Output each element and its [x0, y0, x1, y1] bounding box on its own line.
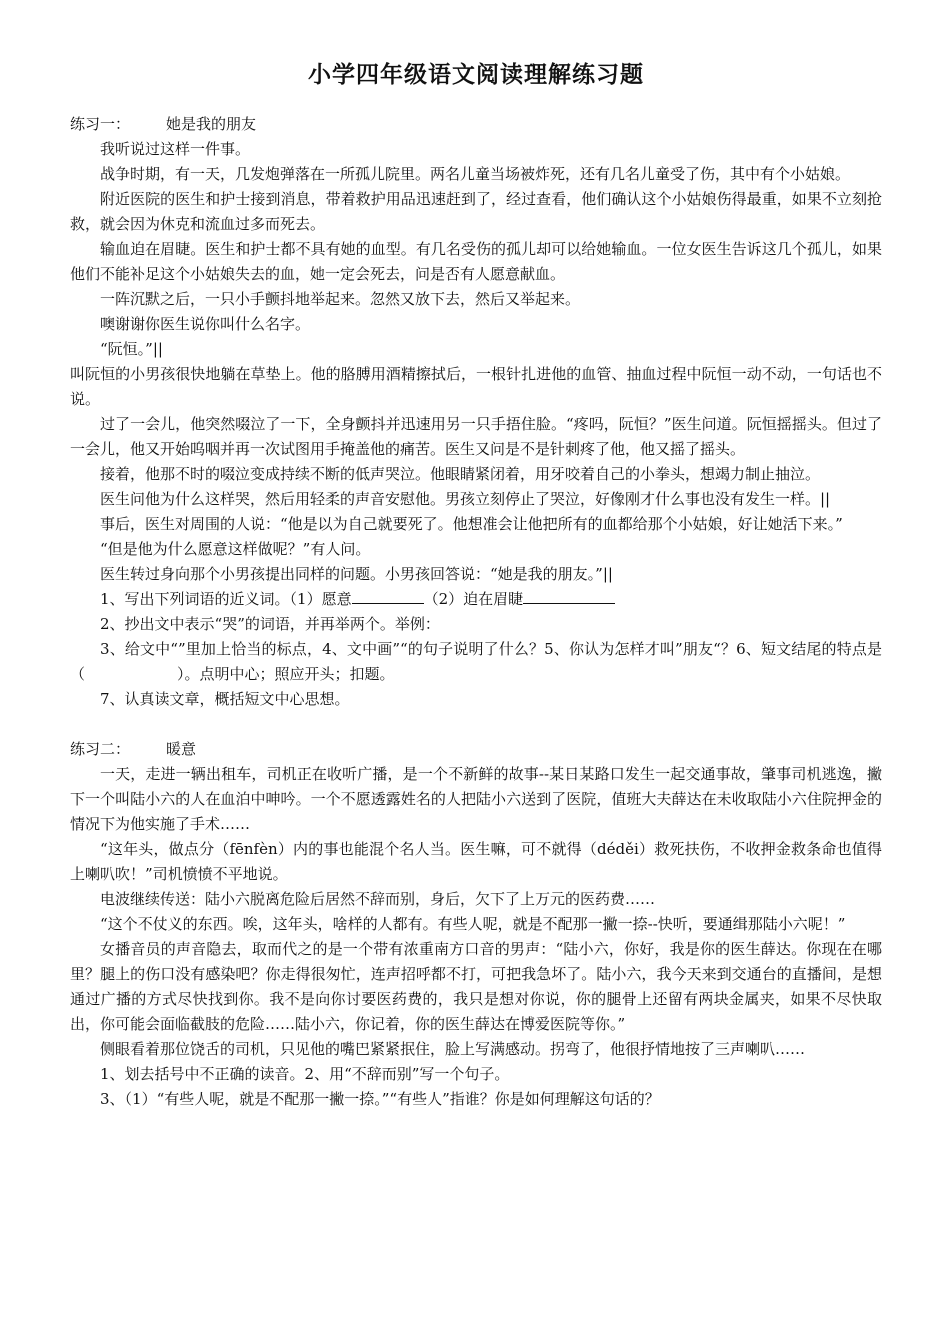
paragraph: 附近医院的医生和护士接到消息，带着救护用品迅速赶到了，经过查看，他们确认这个小姑娘伤得最重，如果不立刻抢救，就会因为休克和流血过多而死去。	[70, 190, 882, 233]
document-page	[70, 58, 882, 1112]
paragraph: 叫阮恒的小男孩很快地躺在草垫上。他的胳膊用酒精擦拭后，一根针扎进他的血管、抽血过程中阮恒一动不动，一句话也不说。	[70, 365, 882, 408]
exercise-2-title: 暖意	[166, 740, 197, 758]
exercise-1-heading	[70, 112, 882, 137]
paragraph: 接着，他那不时的啜泣变成持续不断的低声哭泣。他眼睛紧闭着，用牙咬着自己的小拳头，想竭力制止抽泣。	[100, 465, 821, 483]
section-gap	[70, 712, 882, 737]
question-3: 3、（1）“有些人呢，就是不配那一撇一捺。”“有些人”指谁？你是如何理解这句话的？	[100, 1090, 660, 1108]
paragraph: 女播音员的声音隐去，取而代之的是一个带有浓重南方口音的男声：“陆小六，你好，我是你的医生薛达。你现在在哪里？腿上的伤口没有感染吧？你走得很匆忙，连声招呼都不打，可把我急坏了。陆小六，我今天来到交通台的直播间，是想通过广播的方式尽快找到你。我不是向你讨要医药费的，我只是想对你说，你的腿骨上还留有两块金属夹，如果不尽快取出，你可能会面临截肢的危险……陆小六，你记着，你的医生薛达在博爱医院等你。”	[70, 940, 882, 1033]
question-7: 7、认真读文章，概括短文中心思想。	[100, 690, 350, 708]
paragraph: 医生转过身向那个小男孩提出同样的问题。小男孩回答说：“她是我的朋友。”||	[100, 565, 613, 583]
page-title: 小学四年级语文阅读理解练习题	[308, 61, 644, 88]
question-2: 2、抄出文中表示“哭”的词语，并再举两个。举例：	[100, 615, 440, 633]
paragraph: 过了一会儿，他突然啜泣了一下，全身颤抖并迅速用另一只手捂住脸。“疼吗，阮恒？”医生问道。阮恒摇摇头。但过了一会儿，他又开始呜咽并再一次试图用手掩盖他的痛苦。医生又问是不是针刺疼了他，他又摇了摇头。	[70, 415, 882, 458]
paragraph: 医生问他为什么这样哭，然后用轻柔的声音安慰他。男孩立刻停止了哭泣，好像刚才什么事也没有发生一样。||	[100, 490, 831, 508]
question-3-part-b: ）。点明中心；照应开头；扣题。	[177, 665, 395, 683]
paragraph: “但是他为什么愿意这样做呢？”有人问。	[100, 540, 371, 558]
question-1-part-b: （2）迫在眉睫	[423, 590, 524, 608]
question-1: 1、划去括号中不正确的读音。2、用“不辞而别”写一个句子。	[100, 1065, 510, 1083]
paragraph: 一阵沉默之后，一只小手颤抖地举起来。忽然又放下去，然后又举起来。	[100, 290, 581, 308]
paragraph: 战争时期，有一天，几发炮弹落在一所孤儿院里。两名儿童当场被炸死，还有几名儿童受了伤，其中有个小姑娘。	[100, 165, 851, 183]
paragraph: 侧眼看着那位饶舌的司机，只见他的嘴巴紧紧抿住，脸上写满感动。拐弯了，他很抒情地按了三声喇叭……	[100, 1040, 806, 1058]
answer-blank[interactable]	[523, 589, 615, 604]
paragraph: 噢谢谢你医生说你叫什么名字。	[100, 315, 311, 333]
answer-blank[interactable]	[352, 589, 424, 604]
exercise-1-label: 练习一：	[70, 115, 131, 133]
paragraph: 电波继续传送：陆小六脱离危险后居然不辞而别，身后，欠下了上万元的医药费……	[100, 890, 656, 908]
paragraph: “这年头，做点分（fēnfèn）内的事也能混个名人当。医生嘛，可不就得（déděi）救死扶伤，不收押金救条命也值得上喇叭吹！”司机愤愤不平地说。	[70, 840, 882, 883]
exercise-2-label: 练习二：	[70, 740, 131, 758]
question-3	[70, 637, 882, 687]
paragraph: 输血迫在眉睫。医生和护士都不具有她的血型。有几名受伤的孤儿却可以给她输血。一位女医生告诉这几个孤儿，如果他们不能补足这个小姑娘失去的血，她一定会死去，问是否有人愿意献血。	[70, 240, 882, 283]
question-1	[70, 587, 882, 612]
paragraph: “阮恒。”||	[100, 340, 163, 358]
question-3-part-a: 3、给文中“”里加上恰当的标点，4、文中画”“的句子说明了什么？5、你认为怎样才叫”朋友“？6、短文结尾的特点是（	[70, 640, 882, 683]
question-1-part-a: 1、写出下列词语的近义词。（1）愿意	[100, 590, 352, 608]
paragraph: 我听说过这样一件事。	[100, 140, 251, 158]
exercise-2-heading	[70, 737, 882, 762]
paragraph: 事后，医生对周围的人说：“他是以为自己就要死了。他想准会让他把所有的血都给那个小姑娘，好让她活下来。”	[100, 515, 843, 533]
exercise-1-title: 她是我的朋友	[166, 115, 257, 133]
paragraph: 一天，走进一辆出租车，司机正在收听广播，是一个不新鲜的故事--某日某路口发生一起交通事故，肇事司机逃逸，撇下一个叫陆小六的人在血泊中呻吟。一个不愿透露姓名的人把陆小六送到了医院，值班大夫薛达在未收取陆小六住院押金的情况下为他实施了手术……	[70, 765, 882, 833]
paragraph: “这个不仗义的东西。唉，这年头，啥样的人都有。有些人呢，就是不配那一撇一捺--快听，要通缉那陆小六呢！”	[100, 915, 846, 933]
